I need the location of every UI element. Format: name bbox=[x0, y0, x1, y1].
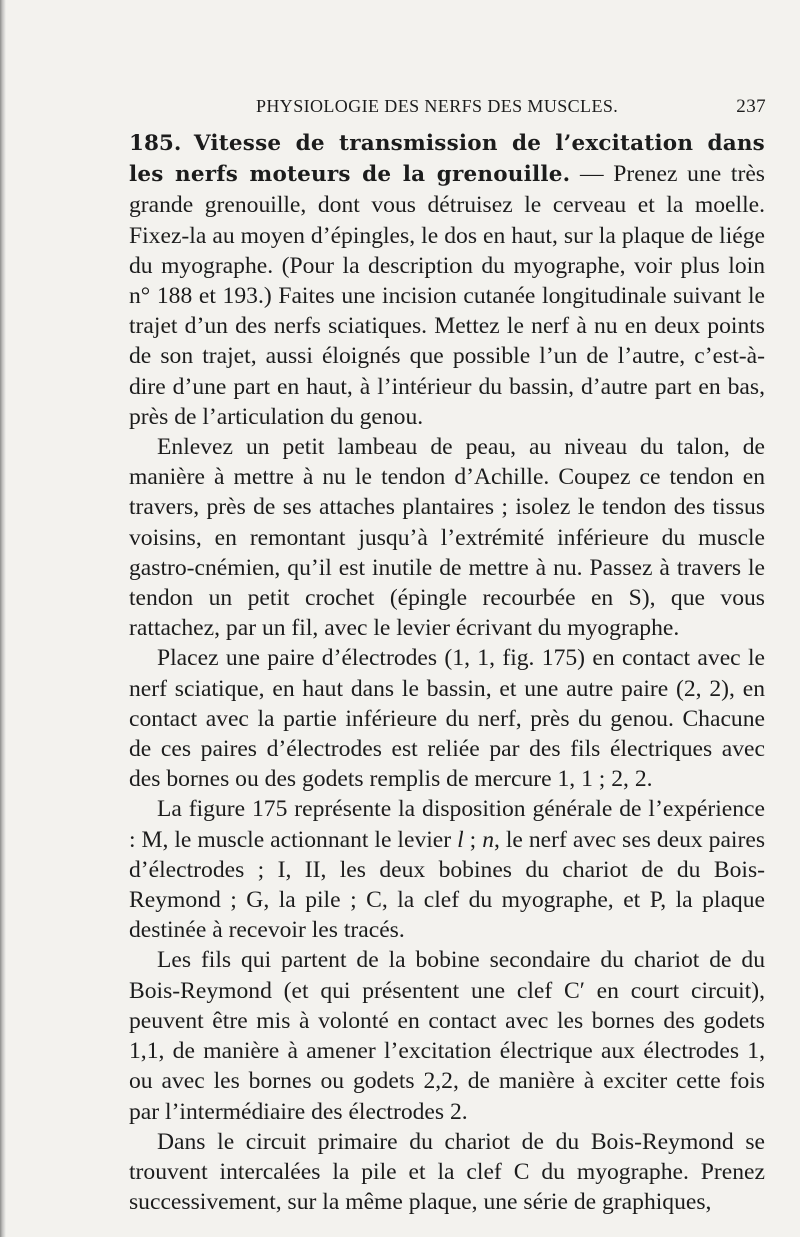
page-number: 237 bbox=[736, 96, 766, 117]
paragraph-4-part-1: La figure 175 représente la disposition générale de l’expérience : M, le muscle actionnant le levier bbox=[129, 796, 765, 853]
paragraph-4-part-2: ; bbox=[463, 826, 483, 853]
paragraph-1 bbox=[129, 128, 765, 432]
paragraph-5: Les fils qui partent de la bobine secondaire du chariot de du Bois-Reymond (et qui présentent une clef C′ en court circuit), peuvent être mis à volonté en contact avec les bornes des godets 1,1, de manière à amener l’excitation électrique aux électrodes 1, ou avec les bornes ou godets 2,2, de manière à exciter cette fois par l’intermédiaire des électrodes 2. bbox=[129, 947, 765, 1125]
body-text bbox=[129, 128, 765, 1217]
paragraph-1-text: Prenez une très grande grenouille, dont vous détruisez le cerveau et la moelle. Fixez-la au moyen d’épingles, le dos en haut, sur la plaque de liége du myographe. (Pour la description du myographe, voir plus loin n° 188 et 193.) Faites une incision cutanée longitudinale suivant le trajet d’un des nerfs sciatiques. Mettez le nerf à nu en deux points de son trajet, aussi éloignés que possible l’un de l’autre, c’est-à-dire d’une part en haut, à l’intérieur du bassin, d’autre part en bas, près de l’articulation du genou. bbox=[129, 161, 765, 430]
lever-symbol: l bbox=[457, 826, 464, 853]
paragraph-3: Placez une paire d’électrodes (1, 1, fig. 175) en contact avec le nerf sciatique, en haut dans le bassin, et une autre paire (2, 2), en contact avec la partie inférieure du nerf, près du genou. Chacune de ces paires d’électrodes est reliée par des fils électriques avec des bornes ou des godets remplis de mercure 1, 1 ; 2, 2. bbox=[129, 645, 765, 793]
nerve-symbol: n bbox=[482, 826, 494, 853]
page-edge-shadow bbox=[0, 0, 6, 1237]
paragraph-4-part-3: , le nerf avec ses deux paires d’électrodes ; I, II, les deux bobines du chariot de du Bois-Reymond ; G, la pile ; C, la clef du myographe, et P, la plaque destinée à recevoir les tracés. bbox=[129, 826, 766, 944]
paragraph-2: Enlevez un petit lambeau de peau, au niveau du talon, de manière à mettre à nu le tendon d’Achille. Coupez ce tendon en travers, près de ses attaches plantaires ; isolez le tendon des tissus voisins, en remontant jusqu’à l’extrémité inférieure du muscle gastro-cnémien, qu’il est inutile de mettre à nu. Passez à travers le tendon un petit crochet (épingle recourbée en S), que vous rattachez, par un fil, avec le levier écrivant du myographe. bbox=[129, 434, 765, 642]
running-header bbox=[256, 96, 766, 118]
paragraph-6: Dans le circuit primaire du chariot de du Bois-Reymond se trouvent intercalées la pile et la clef C du myographe. Prenez successivement, sur la même plaque, une série de graphiques, bbox=[129, 1128, 765, 1216]
running-title: PHYSIOLOGIE DES NERFS DES MUSCLES. bbox=[256, 96, 619, 116]
section-number: 185. bbox=[129, 131, 182, 156]
paragraph-4 bbox=[129, 794, 765, 945]
section-title: Vitesse de transmission de l’excitation dans les nerfs moteurs de la grenouille. bbox=[129, 131, 765, 188]
title-dash: — bbox=[570, 161, 614, 188]
